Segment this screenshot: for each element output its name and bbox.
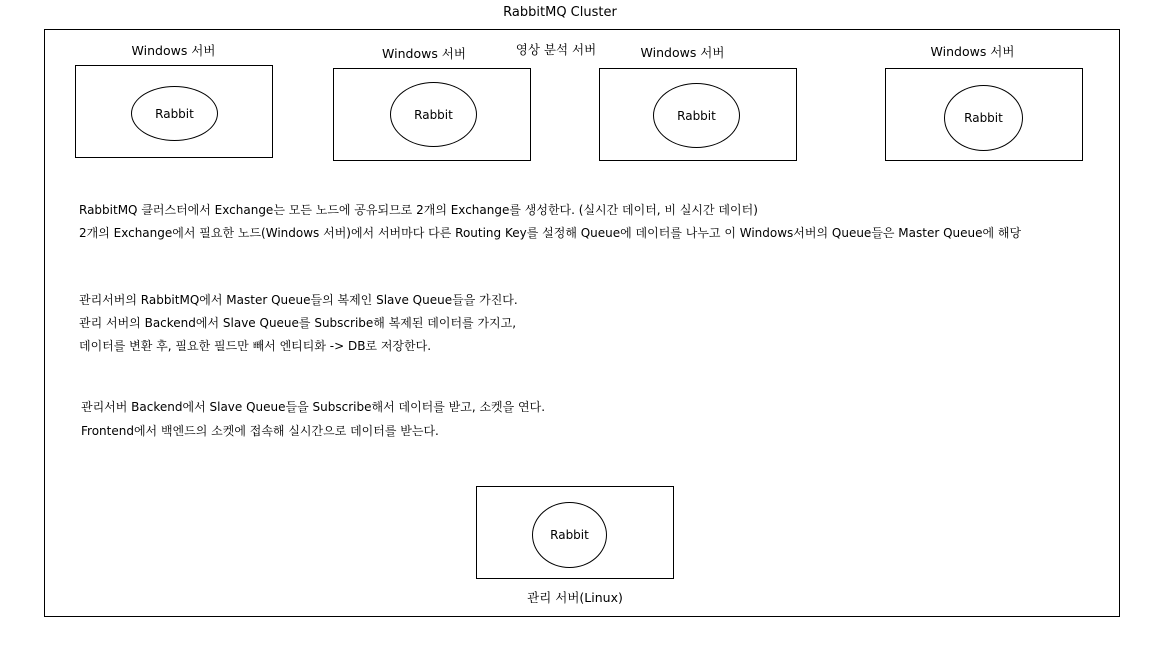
description-line: 2개의 Exchange에서 필요한 노드(Windows 서버)에서 서버마다 다른 Routing Key를 설정해 Queue에 데이터를 나누고 이 Windows서버의 Queue들은 Master Queue에 해당 (79, 226, 1022, 240)
windows-server-label: Windows 서버 (640, 45, 725, 60)
management-server-box (476, 486, 674, 579)
description-line: 데이터를 변환 후, 필요한 필드만 빼서 엔티티화 -> DB로 저장한다. (79, 339, 432, 353)
video-server-label: 영상 분석 서버 (515, 42, 597, 57)
rabbit-node: Rabbit (944, 85, 1023, 151)
windows-server-box (75, 65, 273, 158)
windows-server-box (885, 68, 1083, 161)
rabbit-node: Rabbit (532, 502, 607, 568)
description-line: 관리 서버의 Backend에서 Slave Queue를 Subscribe해 복제된 데이터를 가지고, (79, 316, 517, 330)
windows-server-label: Windows 서버 (930, 44, 1015, 59)
description-line: RabbitMQ 클러스터에서 Exchange는 모든 노드에 공유되므로 2개의 Exchange를 생성한다. (실시간 데이터, 비 실시간 데이터) (79, 203, 758, 217)
cluster-title: RabbitMQ Cluster (503, 5, 617, 20)
rabbit-node: Rabbit (390, 82, 477, 147)
rabbit-node: Rabbit (131, 86, 218, 141)
description-line: 관리서버의 RabbitMQ에서 Master Queue들의 복제인 Slave Queue들을 가진다. (79, 293, 518, 307)
windows-server-label: Windows 서버 (382, 46, 466, 61)
rabbit-node: Rabbit (653, 83, 740, 148)
description-line: 관리서버 Backend에서 Slave Queue들을 Subscribe해서 데이터를 받고, 소켓을 연다. (81, 400, 546, 414)
windows-server-box (599, 68, 797, 161)
description-line: Frontend에서 백엔드의 소켓에 접속해 실시간으로 데이터를 받는다. (81, 424, 439, 438)
management-server-label: 관리 서버(Linux) (527, 590, 623, 605)
windows-server-label: Windows 서버 (131, 43, 216, 58)
windows-server-box (333, 68, 531, 161)
